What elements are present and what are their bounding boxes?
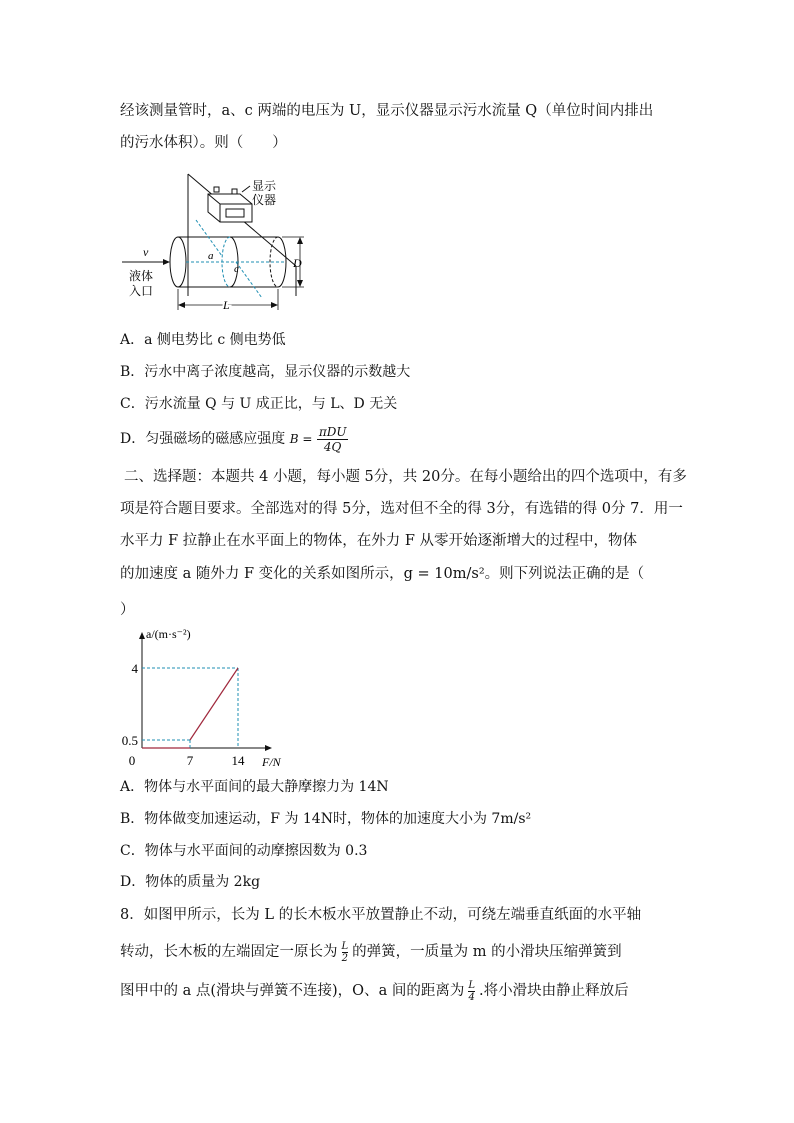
- q6-option-a: A．a 侧电势比 c 侧电势低: [120, 332, 286, 348]
- q8-line-3: [120, 976, 629, 1006]
- fraction-denominator: 4Q: [317, 439, 349, 454]
- series-line-1: [190, 668, 238, 740]
- section2-line-1: 二、选择题：本题共 4 小题，每小题 5分，共 20分。在每小题给出的四个选项中，有多: [124, 469, 687, 485]
- point-a-label: a: [208, 250, 214, 262]
- q8-line-1: 8．如图甲所示，长为 L 的长木板水平放置静止不动，可绕左端垂直纸面的水平轴: [120, 907, 642, 923]
- q6-option-d-fraction: [317, 425, 349, 454]
- q8-line-3-start: 图甲中的 a 点(滑块与弹簧不连接)，O、a 间的距离为: [120, 983, 465, 999]
- fraction-denominator: 4: [468, 991, 475, 1003]
- diameter-label: D: [293, 256, 302, 270]
- q6-option-c: C．污水流量 Q 与 U 成正比，与 L、D 无关: [120, 396, 398, 412]
- q7-option-a: A．物体与水平面间的最大静摩擦力为 14N: [120, 779, 389, 795]
- display-label-2: 仪器: [252, 193, 277, 207]
- fraction-numerator: L: [468, 979, 475, 991]
- y-tick-label: 4: [131, 661, 138, 676]
- x-axis-label: F/N: [262, 755, 281, 769]
- q6-option-b: B．污水中离子浓度越高，显示仪器的示数越大: [120, 364, 411, 380]
- q8-fraction-half: [342, 941, 349, 964]
- point-c-label: c: [234, 263, 239, 275]
- q8-line-3-end: .将小滑块由静止释放后: [478, 983, 629, 999]
- q8-line-2-end: 的弹簧，一质量为 m 的小滑块压缩弹簧到: [352, 944, 622, 960]
- section2-line-5: ）: [120, 602, 135, 618]
- display-label-1: 显示: [252, 179, 277, 193]
- section2-line-4: 的加速度 a 随外力 F 变化的关系如图所示，g = 10m/s²。则下列说法正确的是（: [120, 566, 645, 582]
- inlet-label-1: 液体: [129, 269, 154, 283]
- inlet-label-2: 入口: [129, 284, 154, 298]
- x-tick-label: 7: [186, 753, 194, 768]
- y-axis-label: a/(m·s⁻²): [146, 627, 191, 641]
- section2-line-2: 项是符合题目要求。全部选对的得 5分，选对但不全的得 3分，有选错的得 0分 7．用一: [120, 501, 683, 517]
- q7-option-d: D．物体的质量为 2kg: [120, 874, 261, 890]
- fraction-denominator: 2: [341, 952, 348, 964]
- q8-fraction-quarter: [468, 980, 475, 1003]
- fraction-numerator: πDU: [318, 424, 347, 439]
- q7-option-c: C．物体与水平面间的动摩擦因数为 0.3: [120, 843, 368, 859]
- flowmeter-figure: [112, 168, 312, 318]
- q6-option-d-lhs: B =: [289, 432, 313, 446]
- x-tick-label: 14: [231, 753, 245, 768]
- q6-text-line-1: 经该测量管时，a、c 两端的电压为 U，显示仪器显示污水流量 Q（单位时间内排出: [120, 103, 654, 119]
- y-axis-arrow: [139, 632, 145, 639]
- x-axis-arrow: [265, 745, 272, 751]
- velocity-label: v: [143, 245, 149, 259]
- acceleration-force-chart: [120, 622, 290, 772]
- q6-option-d: [120, 421, 348, 457]
- length-label: L: [223, 298, 230, 312]
- q8-line-2: [120, 937, 622, 967]
- q6-option-d-text: D．匀强磁场的磁感应强度: [120, 431, 290, 447]
- q8-line-2-start: 转动，长木板的左端固定一原长为: [120, 944, 338, 960]
- q7-option-b: B．物体做变加速运动，F 为 14N时，物体的加速度大小为 7m/s²: [120, 811, 532, 827]
- fraction-numerator: L: [341, 940, 349, 952]
- x-tick-label: 0: [128, 753, 136, 768]
- y-tick-label: 0.5: [121, 733, 138, 748]
- section2-line-3: 水平力 F 拉静止在水平面上的物体，在外力 F 从零开始逐渐增大的过程中，物体: [120, 533, 638, 549]
- q6-text-line-2: 的污水体积）。则（ ）: [120, 135, 287, 151]
